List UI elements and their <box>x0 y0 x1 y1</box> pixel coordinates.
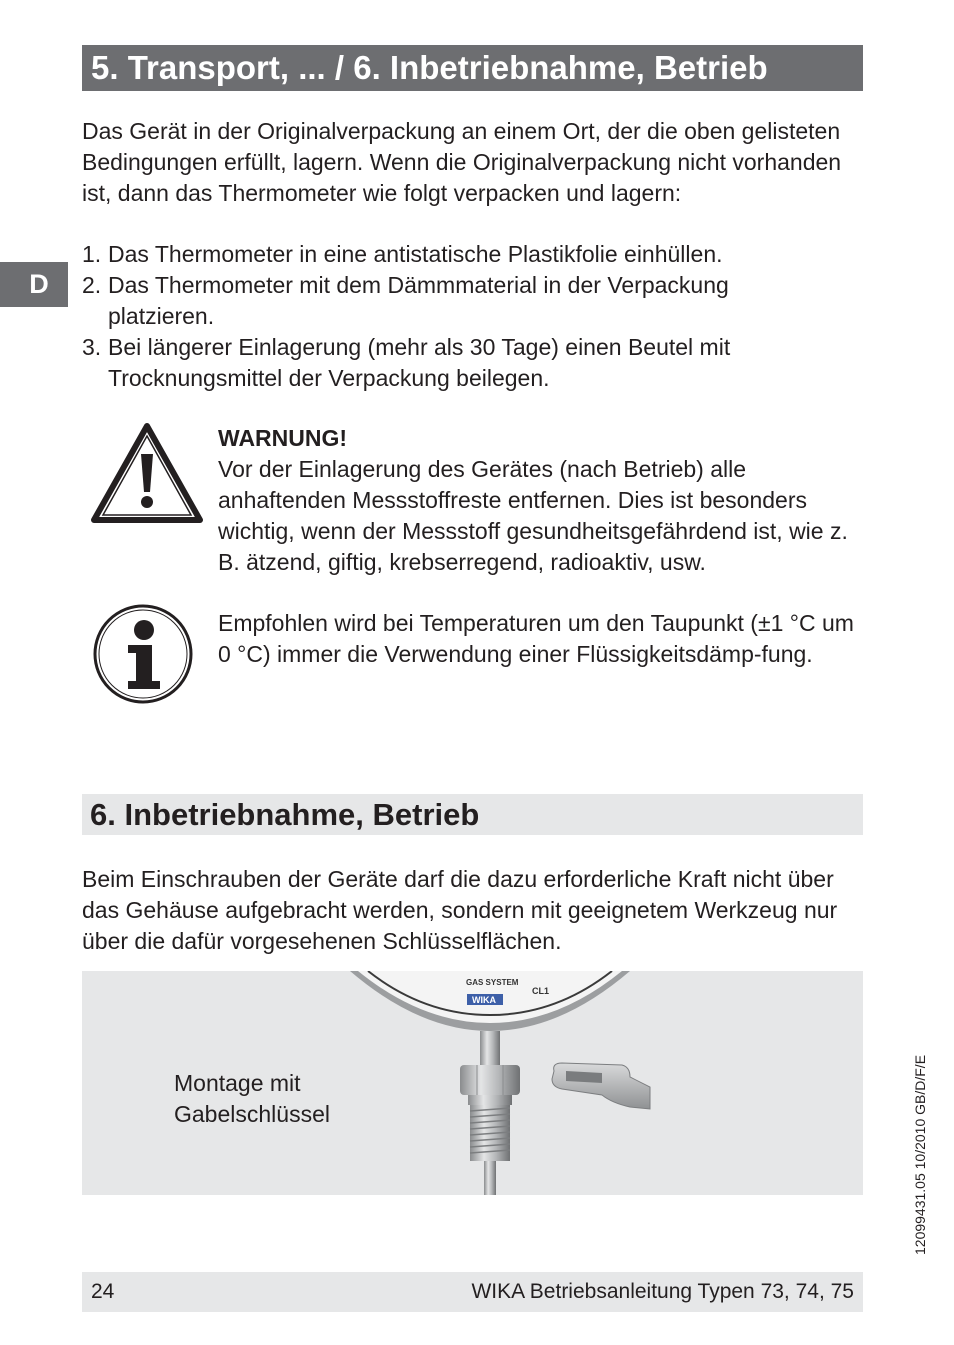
list-item-text: Das Thermometer mit dem Dämmmaterial in der Verpackung platzieren. <box>108 272 729 329</box>
document-title: WIKA Betriebsanleitung Typen 73, 74, 75 <box>471 1280 854 1303</box>
page-number: 24 <box>91 1280 115 1303</box>
warning-triangle-icon <box>90 422 204 524</box>
page-title: 5. Transport, ... / 6. Inbetriebnahme, Betrieb <box>82 45 863 91</box>
warning-text: Vor der Einlagerung des Gerätes (nach Betrieb) alle anhaftenden Messstoffreste entfernen. Dies ist besonders wichtig, wenn der Messstoff gesundheitsgefährdend ist, wie z. B. ätzend, giftig, krebserregend, radioaktiv, usw. <box>218 456 848 575</box>
list-item-text: Bei längerer Einlagerung (mehr als 30 Tage) einen Beutel mit Trocknungsmittel der Verpackung beilegen. <box>108 334 731 391</box>
page-footer <box>82 1272 863 1312</box>
list-item-text: Das Thermometer in eine antistatische Plastikfolie einhüllen. <box>108 241 723 267</box>
list-item <box>82 270 842 332</box>
list-item-number: 3. <box>82 334 102 360</box>
storage-steps-list <box>82 239 842 394</box>
list-item <box>82 239 842 270</box>
section-heading: 6. Inbetriebnahme, Betrieb <box>82 794 863 835</box>
language-tab: D <box>0 262 68 307</box>
intro-paragraph: Das Gerät in der Originalverpackung an einem Ort, der die oben gelisteten Bedingungen erfüllt, lagern. Wenn die Originalverpackung nicht vorhanden ist, dann das Thermometer wie folgt verpacken und lagern: <box>82 118 842 206</box>
mounting-figure <box>82 971 863 1195</box>
figure-caption-line: Montage mit <box>174 1070 301 1096</box>
thermometer-wrench-illustration <box>82 971 863 1195</box>
dial-class: CL1 <box>532 986 550 996</box>
dial-brand: WIKA <box>472 995 496 1005</box>
dial-label: GAS SYSTEM <box>466 978 519 987</box>
info-circle-icon <box>92 603 194 705</box>
document-code: 12099431.05 10/2010 GB/D/F/E <box>912 1054 928 1255</box>
warning-title: WARNUNG! <box>218 425 348 451</box>
list-item <box>82 332 842 394</box>
info-text: Empfohlen wird bei Temperaturen um den Taupunkt (±1 °C um 0 °C) immer die Verwendung einer Flüssigkeitsdämp-fung. <box>218 610 854 667</box>
figure-caption-line: Gabelschlüssel <box>174 1101 330 1127</box>
section-paragraph: Beim Einschrauben der Geräte darf die dazu erforderliche Kraft nicht über das Gehäuse aufgebracht werden, sondern mit geeignetem Werkzeug nur über die dafür vorgesehenen Schlüsselflächen. <box>82 866 838 954</box>
list-item-number: 2. <box>82 272 102 298</box>
list-item-number: 1. <box>82 241 102 267</box>
warning-block <box>218 423 863 578</box>
